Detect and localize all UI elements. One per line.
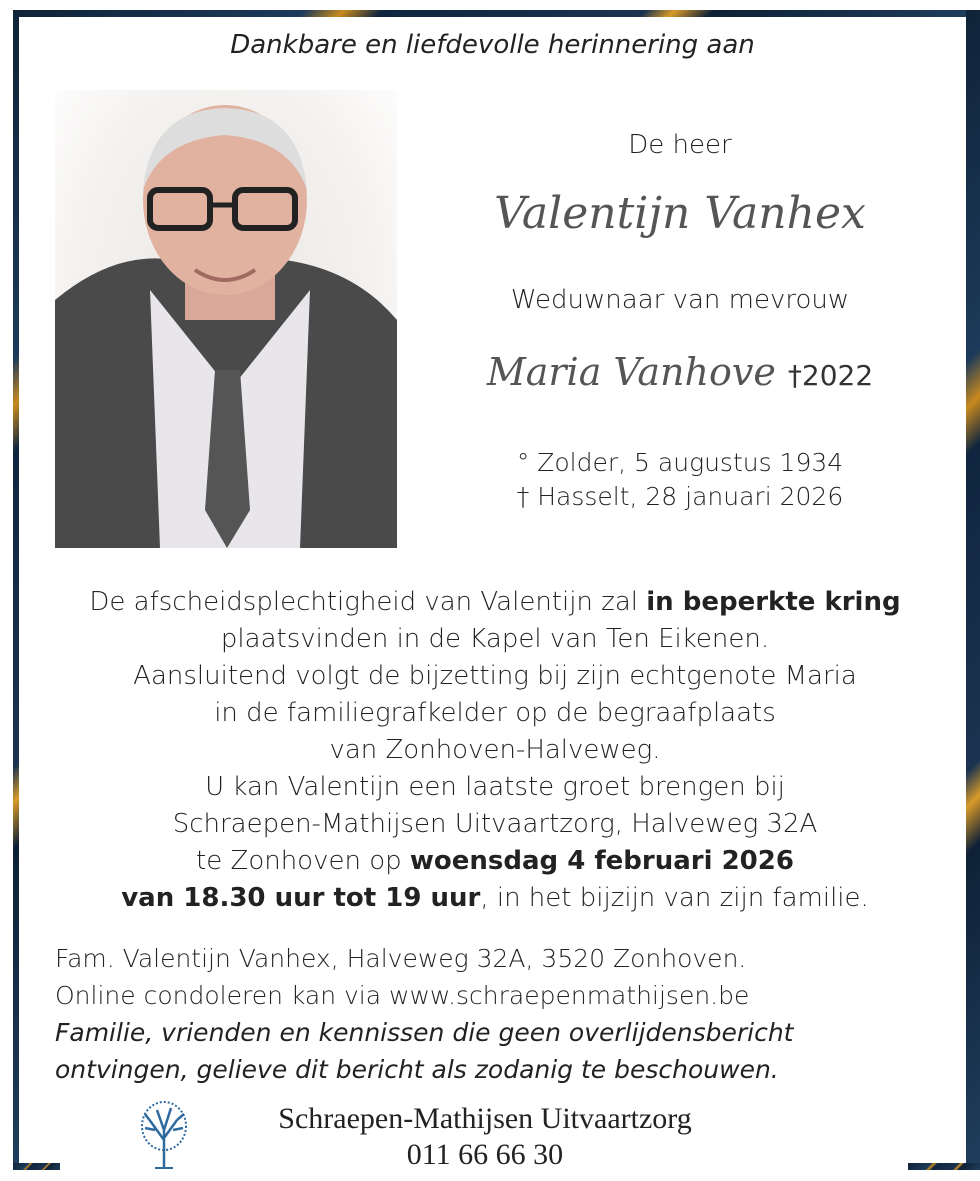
text: plaatsvinden in de Kapel van Ten Eikenen. [220, 624, 770, 654]
text-bold: van 18.30 uur tot 19 uur [121, 883, 481, 913]
text: van Zonhoven-Halveweg. [329, 735, 661, 765]
death: † Hasselt, 28 januari 2026 [516, 482, 844, 511]
relation: Weduwnaar van mevrouw [510, 285, 850, 315]
notice-note: ontvingen, gelieve dit bericht als zodanig te beschouwen. [55, 1055, 779, 1084]
title: De heer [628, 130, 732, 160]
deceased-name: Valentijn Vanhex [494, 188, 866, 239]
text: , in het bijzijn van zijn familie. [480, 883, 869, 913]
decorative-border-top [13, 10, 980, 17]
spouse-name: Maria Vanhove [486, 350, 776, 394]
funeral-home-name: Schraepen-Mathijsen Uitvaartzorg [278, 1102, 692, 1135]
text-bold: woensdag 4 februari 2026 [409, 846, 794, 876]
text: Schraepen-Mathijsen Uitvaartzorg, Halveweg 32A [172, 809, 818, 839]
spouse-death-year: 2022 [801, 359, 874, 392]
ceremony-text [25, 584, 965, 917]
text: U kan Valentijn een laatste groet brengen bij [205, 772, 785, 802]
tree-icon [135, 1100, 193, 1170]
text: te Zonhoven op [196, 846, 410, 876]
portrait-photo [55, 90, 397, 548]
birth: ° Zolder, 5 augustus 1934 [516, 448, 844, 477]
cross-icon: † [787, 359, 802, 392]
intro-text: Dankbare en liefdevolle herinnering aan [230, 30, 755, 60]
life-dates [420, 446, 940, 514]
decorative-border-bottom-left [13, 1163, 60, 1170]
family-address: Fam. Valentijn Vanhex, Halveweg 32A, 3520 Zonhoven. [55, 944, 747, 973]
text: De afscheidsplechtigheid van Valentijn zal [89, 587, 647, 617]
decorative-border-bottom-right [908, 1163, 980, 1170]
online-condolence: Online condoleren kan via www.schraepenmathijsen.be [55, 981, 750, 1010]
text-bold: in beperkte kring [646, 587, 901, 617]
text: in de familiegrafkelder op de begraafplaats [214, 698, 776, 728]
notice-note: Familie, vrienden en kennissen die geen overlijdensbericht [55, 1018, 794, 1047]
family-info [55, 940, 955, 1088]
decorative-border-right [966, 10, 980, 1170]
funeral-home-phone: 011 66 66 30 [406, 1138, 564, 1171]
text: Aansluitend volgt de bijzetting bij zijn echtgenote Maria [133, 661, 857, 691]
spouse-line [420, 350, 940, 394]
